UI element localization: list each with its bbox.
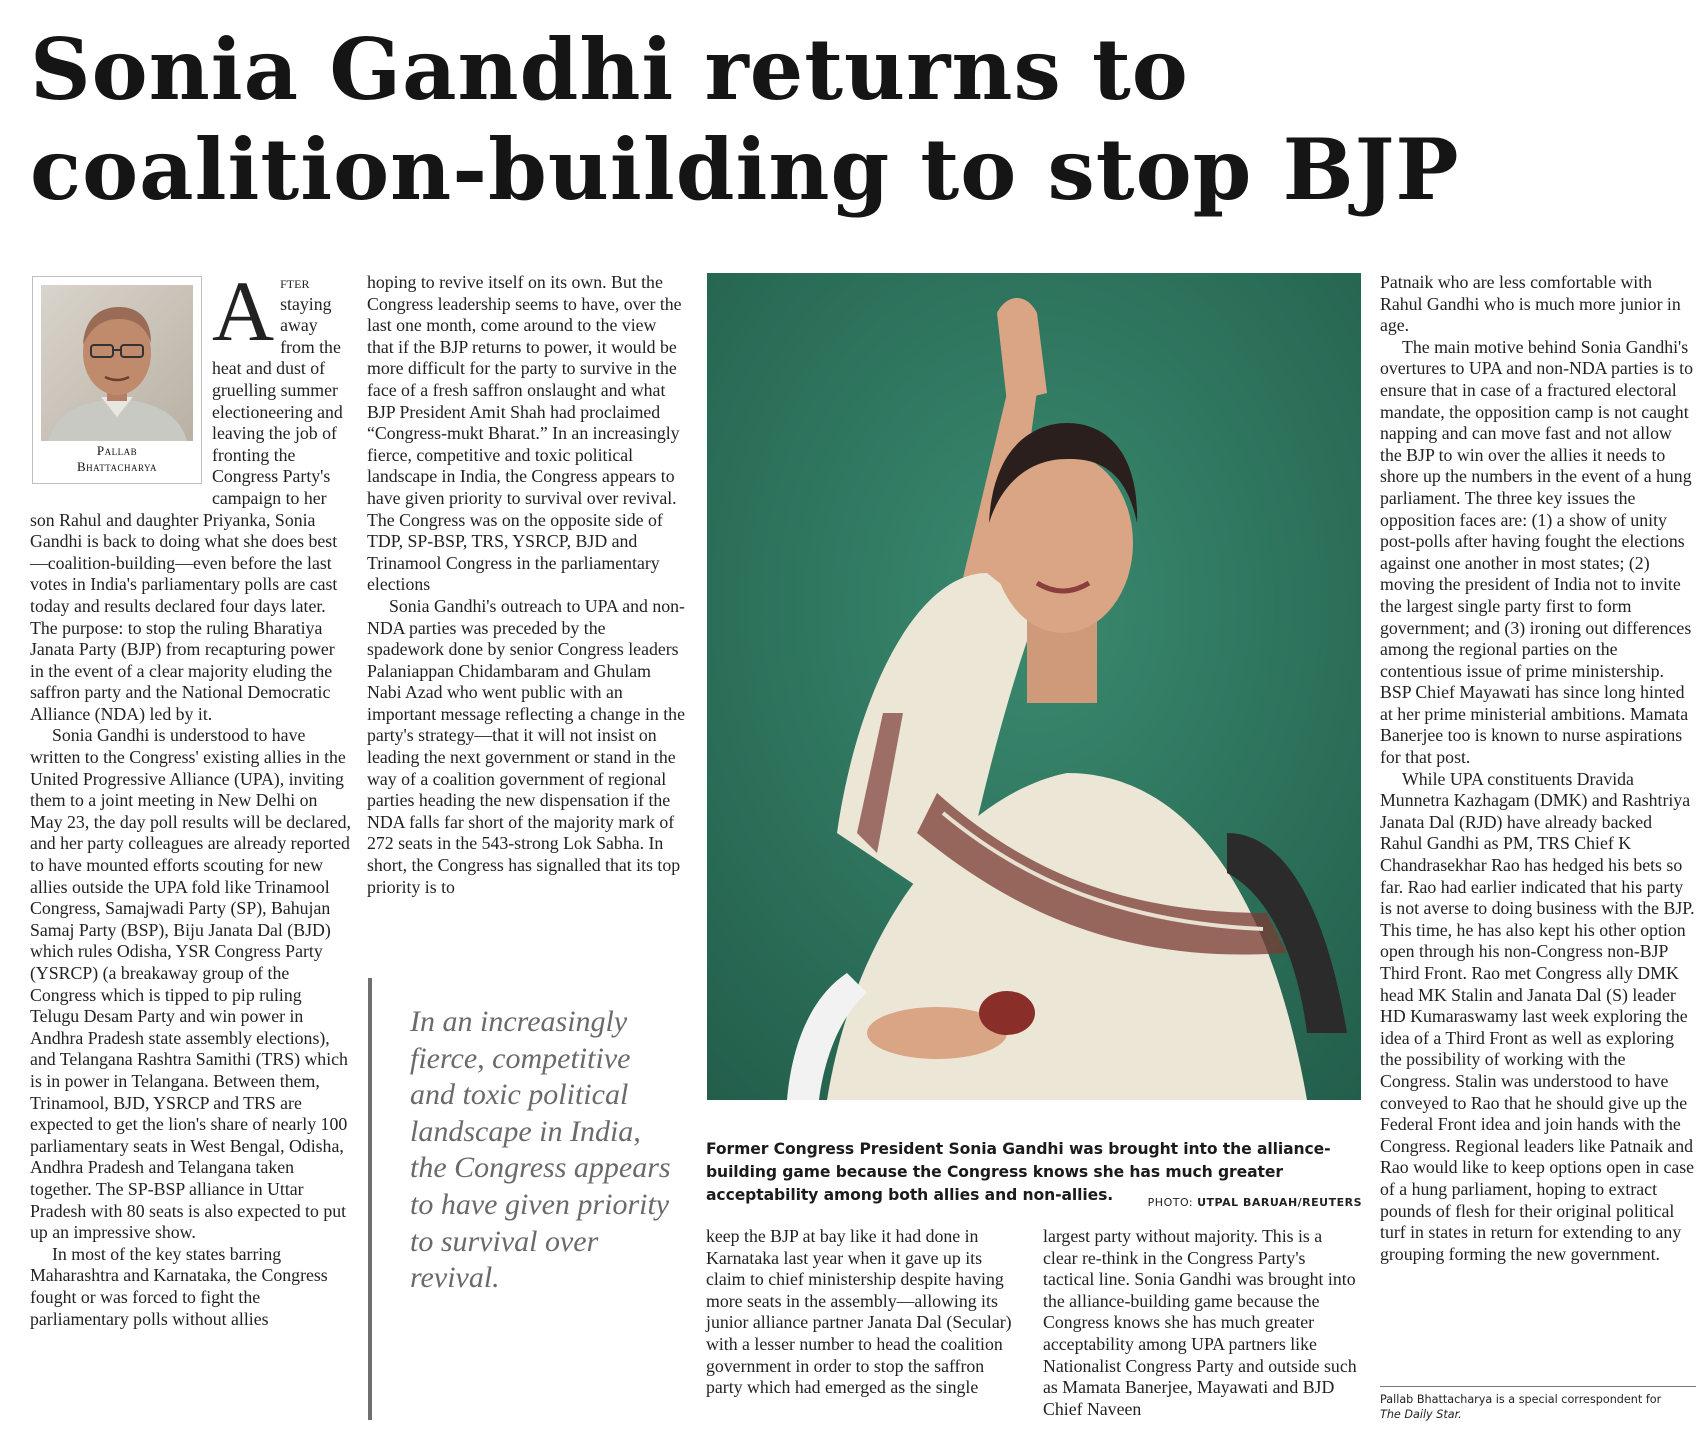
author-name [41,443,193,475]
lead-smallcaps: fter [280,272,310,292]
article-column-5 [1380,272,1696,1265]
article-column-2 [367,272,685,898]
bio-divider [1380,1386,1696,1387]
bio-text: Pallab Bhattacharya is a special correspondent for [1380,1393,1662,1406]
paragraph: Sonia Gandhi's outreach to UPA and non-NDA parties was preceded by the spadework done by senior Congress leaders Palaniappan Chidambaram and Ghulam Nabi Azad who went public with an important message reflecting a change in the party's strategy—that it will not insist on leading the next government or stand in the way of a coalition government of regional parties heading the new dispensation if the NDA falls far short of the majority mark of 272 seats in the 543-strong Lok Sabha. In short, the Congress has signalled that its top priority is to [367,595,685,897]
paragraph: largest party without majority. This is a clear re-think in the Congress Party's tactical line. Sonia Gandhi was brought into the alliance-building game because the Congress knows she has much greater acceptability among UPA partners like Nationalist Congress Party and outside such as Mamata Banerjee, Mayawati and BJD Chief Naveen [1043,1226,1357,1419]
credit-name: UTPAL BARUAH/REUTERS [1197,1196,1362,1209]
drop-cap: A [212,263,275,359]
paragraph: In most of the key states barring Maharashtra and Karnataka, the Congress fought or was forced to fight the parliamentary polls without allies [30,1243,328,1329]
author-photo [41,285,193,441]
article-column-4 [1043,1226,1361,1420]
news-photo [707,273,1361,1100]
paragraph: Patnaik who are less comfortable with Rahul Gandhi who is much more junior in age. [1380,272,1681,336]
author-last-name: Bhattacharya [77,459,157,474]
author-first-name: Pallab [96,443,138,458]
photo-caption: Former Congress President Sonia Gandhi was brought into the alliance-building game because the Congress knows she has much greater acceptability among both allies and non-allies. [706,1140,1331,1204]
paragraph: hoping to revive itself on its own. But the Congress leadership seems to have, over the last one month, come around to the view that if the BJP returns to power, it would be more difficult for the party to survive in the face of a fresh saffron onslaught and what BJP President Amit Shah had proclaimed “Congress-mukt Bharat.” In an increasingly fierce, competitive and toxic political landscape in India, the Congress appears to have given priority to survival over revival. The Congress was on the opposite side of TDP, SP-BSP, TRS, YSRCP, BJD and Trinamool Congress in the parliamentary elections [367,272,682,595]
bio-publication: The Daily Star. [1380,1408,1462,1421]
paragraph-text: staying away from the heat and dust of gruelling summer electioneering and leaving the job of fronting the Congress Party's campaign to her son Rahul and daughter Priyanka, Sonia Gandhi is back to doing what she does best—coalition-building—even before the last votes in India's parliamentary polls are cast today and results declared four days later. The purpose: to stop the ruling Bharatiya Janata Party (BJP) from recapturing power in the event of a clear majority eluding the saffron party and the National Democratic Alliance (NDA) led by it. [30,293,343,724]
article-column-3 [706,1226,1024,1399]
pullquote: In an increasingly fierce, competitive and toxic political landscape in India, the Congress appears to have given priority to survival over revival. [410,1005,671,1295]
headline-line-2: coalition-building to stop BJP [30,120,1460,219]
paragraph: The main motive behind Sonia Gandhi's overtures to UPA and non-NDA parties is to ensure that in case of a fractured electoral mandate, the opposition camp is not caught napping and can move fast and not allow the BJP to win over the allies it needs to shore up the numbers in the event of a hung parliament. The three key issues the opposition faces are: (1) a show of unity post-polls after having fought the elections against one another in most states; (2) moving the president of India not to invite the largest single party first to form government; and (3) ironing out differences among the regional parties on the contentious issue of prime ministership. BSP Chief Mayawati has since long hinted at her prime ministerial ambitions. Mamata Banerjee too is known to nurse aspirations for that post. [1380,336,1693,768]
credit-label: PHOTO: [1147,1196,1194,1209]
pullquote-rule [368,978,372,1420]
author-box [32,276,202,484]
headline-line-1: Sonia Gandhi returns to [30,20,1189,119]
paragraph: While UPA constituents Dravida Munnetra Kazhagam (DMK) and Rashtriya Janata Dal (RJD) have already backed Rahul Gandhi as PM, TRS Chief K Chandrasekhar Rao has hedged his bets so far. Rao had earlier indicated that his party is not averse to doing business with the BJP. This time, he has also kept his other option open through his non-Congress non-BJP Third Front. Rao met Congress ally DMK head MK Stalin and Janata Dal (S) leader HD Kumaraswamy last week exploring the idea of a Third Front as well as exploring the possibility of working with the Congress. Stalin was understood to have conveyed to Rao that he should give up the Federal Front idea and join hands with the Congress. Regional leaders like Patnaik and Rao would like to keep options open in case of a hung parliament, hoping to extract pounds of flesh for their original political turf in states in return for extending to any grouping forming the new government. [1380,768,1695,1264]
paragraph: Sonia Gandhi is understood to have written to the Congress' existing allies in the United Progressive Alliance (UPA), inviting them to a joint meeting in New Delhi on May 23, the day poll results will be declared, and her party colleagues are already reported to have mounted efforts scouting for new allies outside the UPA fold like Trinamool Congress, Samajwadi Party (SP), Bahujan Samaj Party (BSP), Biju Janata Dal (BJD) which rules Odisha, YSR Congress Party (YSRCP) (a breakaway group of the Congress which is tipped to pip ruling Telugu Desam Party and win power in Andhra Pradesh state assembly elections), and Telangana Rashtra Samithi (TRS) which is in power in Telangana. Between them, Trinamool, BJD, YSRCP and TRS are expected to get the lion's share of nearly 100 parliamentary seats in West Bengal, Odisha, Andhra Pradesh and Telangana taken together. The SP-BSP alliance in Uttar Pradesh with 80 seats is also expected to put up an impressive show. [30,725,351,1243]
photo-credit [1000,1196,1362,1209]
author-bio [1380,1392,1700,1422]
headline [30,20,1670,220]
article-column-1 [30,263,352,1330]
paragraph: keep the BJP at bay like it had done in Karnataka last year when it gave up its claim to chief ministership despite having more seats in the assembly—allowing its junior alliance partner Janata Dal (Secular) with a lesser number to head the coalition government in order to stop the saffron party which had emerged as the single [706,1226,1012,1398]
